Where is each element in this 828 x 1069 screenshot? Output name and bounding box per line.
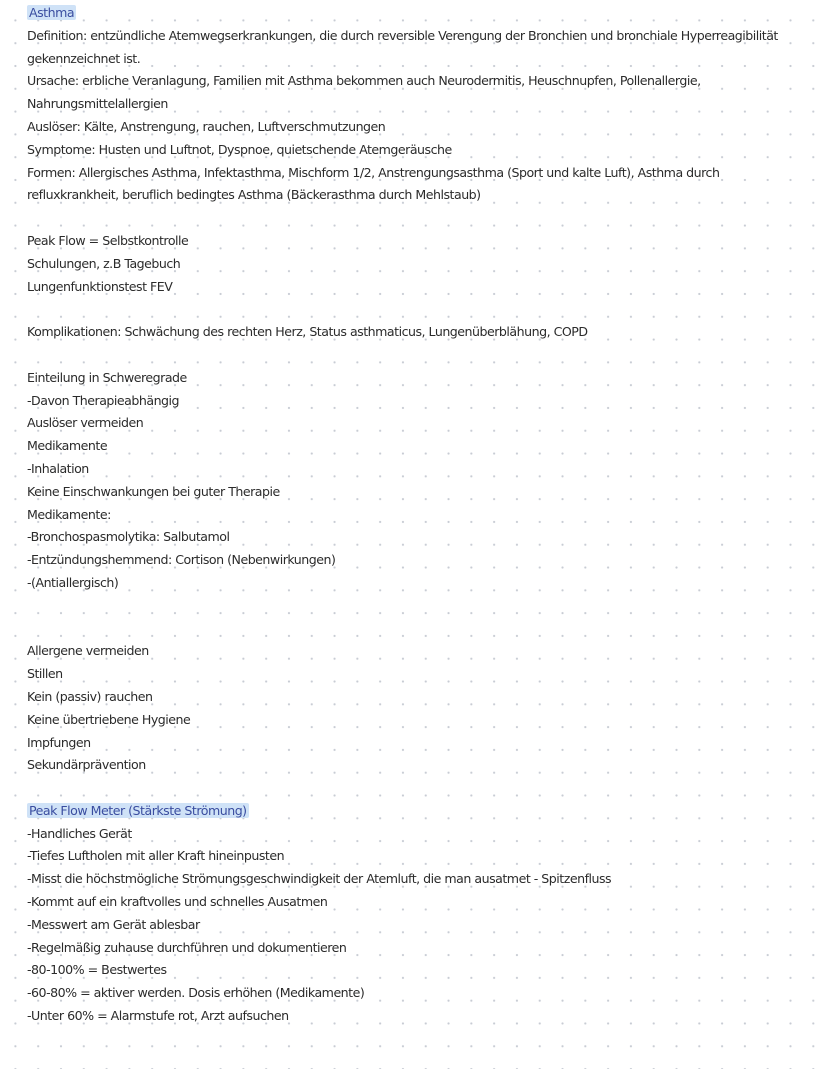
spacer (27, 298, 807, 321)
lungenfunktion-line: Lungenfunktionstest FEV (27, 278, 173, 294)
section-asthma-title-line (27, 2, 807, 25)
symptome-text: Symptome: Husten und Luftnot, Dyspnoe, quietschende Atemgeräusche (27, 141, 452, 157)
heading-peak-flow-meter: Peak Flow Meter (Stärkste Strömung) (29, 802, 247, 818)
list-item: Impfungen (27, 734, 91, 750)
list-item: -Unter 60% = Alarmstufe rot, Arzt aufsuchen (27, 1008, 289, 1024)
list-item: -Handliches Gerät (27, 825, 132, 841)
list-item: Sekundärprävention (27, 757, 146, 773)
list-item: Allergene vermeiden (27, 643, 149, 659)
list-item: -Davon Therapieabhängig (27, 392, 180, 408)
list-item: -80-100% = Bestwertes (27, 962, 167, 978)
list-item: -Tiefes Luftholen mit aller Kraft hineinpusten (27, 848, 285, 864)
spacer (27, 777, 807, 800)
spacer (27, 207, 807, 230)
list-item: -(Antiallergisch) (27, 574, 119, 590)
definition-text: Definition: entzündliche Atemwegserkrankungen, die durch reversible Verengung der Bronchien und bronchiale Hyperreagibilität gekennzeichnet ist. (27, 27, 778, 66)
ausloeser-text: Auslöser: Kälte, Anstrengung, rauchen, Luftverschmutzungen (27, 118, 386, 134)
spacer (27, 344, 807, 367)
list-item: -Bronchospasmolytika: Salbutamol (27, 529, 230, 545)
schulungen-line: Schulungen, z.B Tagebuch (27, 255, 181, 271)
list-item: -Messwert am Gerät ablesbar (27, 916, 200, 932)
list-item: -Misst die höchstmögliche Strömungsgeschwindigkeit der Atemluft, die man ausatmet - Spitzenfluss (27, 871, 612, 887)
list-item: -Regelmäßig zuhause durchführen und dokumentieren (27, 939, 347, 955)
list-item: Stillen (27, 666, 63, 682)
notes-body (27, 2, 807, 1028)
formen-text: Formen: Allergisches Asthma, Infektasthma, Mischform 1/2, Anstrengungsasthma (Sport und kalte Luft), Asthma durch refluxkrankheit, beruflich bedingtes Asthma (Bäckerasthma durch Mehlstaub) (27, 164, 720, 203)
list-item: Keine Einschwankungen bei guter Therapie (27, 483, 280, 499)
ursache-text: Ursache: erbliche Veranlagung, Familien mit Asthma bekommen auch Neurodermitis, Heuschnupfen, Pollenallergie, Nahrungsmittelallergien (27, 73, 701, 112)
list-item: Medikamente (27, 438, 108, 454)
list-item: -60-80% = aktiver werden. Dosis erhöhen (Medikamente) (27, 985, 365, 1001)
peak-flow-line: Peak Flow = Selbstkontrolle (27, 232, 189, 248)
spacer (27, 618, 807, 641)
list-item: Kein (passiv) rauchen (27, 688, 153, 704)
komplikationen-text: Komplikationen: Schwächung des rechten Herz, Status asthmaticus, Lungenüberblähung, COPD (27, 324, 588, 340)
list-item: Medikamente: (27, 506, 111, 522)
section-peak-flow-title-line (27, 800, 807, 823)
heading-asthma: Asthma (29, 5, 75, 20)
list-item: Auslöser vermeiden (27, 415, 144, 431)
list-item: Keine übertriebene Hygiene (27, 711, 191, 727)
list-item: Einteilung in Schweregrade (27, 369, 187, 385)
list-item: -Entzündungshemmend: Cortison (Nebenwirkungen) (27, 552, 336, 568)
list-item: -Inhalation (27, 460, 89, 476)
spacer (27, 595, 807, 618)
list-item: -Kommt auf ein kraftvolles und schnelles Ausatmen (27, 894, 328, 910)
